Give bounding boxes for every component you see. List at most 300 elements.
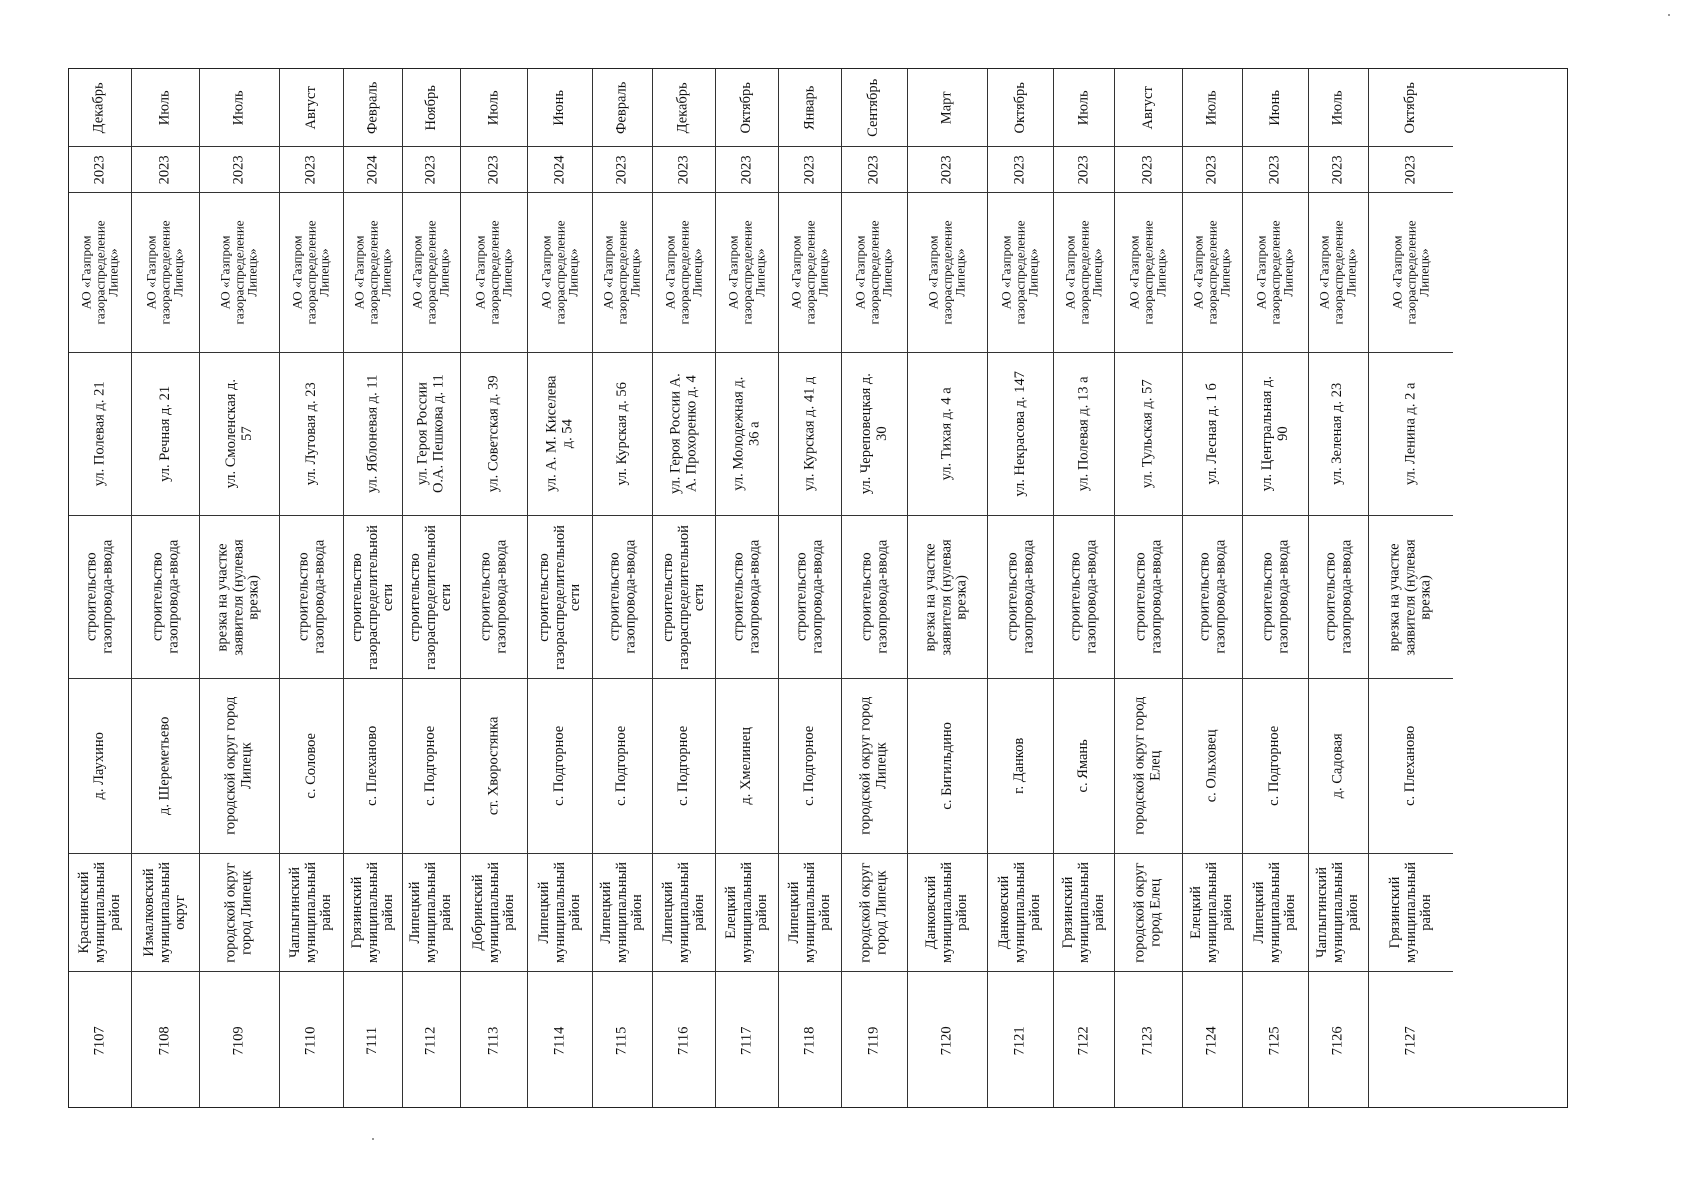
year-text: 2023 [865, 155, 882, 184]
month-text: Октябрь [738, 81, 755, 134]
work-text: строительство газопровода-ввода [148, 540, 181, 654]
cell-company [1054, 192, 1114, 352]
month-text: Август [302, 85, 319, 130]
district-text: Липецкий муниципальный район [535, 862, 583, 963]
address-text: ул. Полевая д. 13 а [1075, 376, 1092, 492]
month-text: Март [938, 91, 955, 124]
cell-address [132, 352, 199, 515]
work-text: врезка на участке заявителя (нулевая врезка) [923, 538, 971, 656]
district-text: Грязинский муниципальный район [348, 862, 396, 963]
cell-num [1309, 971, 1368, 1109]
cell-month [653, 69, 715, 146]
locality-text: городской округ город Елец [1131, 696, 1164, 836]
year-text: 2023 [1139, 155, 1156, 184]
cell-address [653, 352, 715, 515]
table-row [280, 69, 344, 1107]
table-row [403, 69, 461, 1107]
cell-locality [403, 678, 460, 853]
table-row [1115, 69, 1183, 1107]
cell-work [1309, 515, 1368, 678]
cell-address [1115, 352, 1182, 515]
cell-num [1243, 971, 1308, 1109]
locality-text: д. Хмелинец [738, 727, 755, 805]
district-text: городской округ город Елец [1131, 862, 1164, 963]
company-text: АО «Газпром газораспределение Липецк» [78, 220, 121, 325]
num-text: 7118 [801, 1026, 818, 1055]
year-text: 2024 [364, 155, 381, 184]
year-text: 2023 [675, 155, 692, 184]
table-row [1369, 69, 1453, 1107]
company-text: АО «Газпром газораспределение Липецк» [410, 220, 453, 325]
address-text: ул. А. М. Киселева д. 54 [543, 375, 575, 493]
num-text: 7124 [1203, 1026, 1220, 1055]
cell-district [1115, 853, 1182, 971]
year-text: 2023 [738, 155, 755, 184]
address-text: ул. Советская д. 39 [485, 375, 502, 493]
address-text: ул. Героя России А. А. Прохоренко д. 4 [667, 373, 700, 495]
num-text: 7120 [938, 1026, 955, 1055]
month-text: Июнь [551, 89, 568, 126]
cell-work [1054, 515, 1114, 678]
cell-month [528, 69, 592, 146]
cell-month [1309, 69, 1368, 146]
company-text: АО «Газпром газораспределение Липецк» [1127, 220, 1170, 325]
cell-num [593, 971, 652, 1109]
cell-district [988, 853, 1053, 971]
month-text: Июль [230, 90, 247, 125]
company-text: АО «Газпром газораспределение Липецк» [1254, 220, 1297, 325]
year-text: 2023 [1075, 155, 1092, 184]
cell-locality [1115, 678, 1182, 853]
locality-text: с. Ольховец [1203, 729, 1220, 803]
work-text: врезка на участке заявителя (нулевая врезка) [1386, 538, 1434, 656]
cell-num [842, 971, 907, 1109]
company-text: АО «Газпром газораспределение Липецк» [662, 220, 705, 325]
cell-num [1115, 971, 1182, 1109]
num-text: 7111 [364, 1026, 381, 1055]
cell-num [908, 971, 987, 1109]
document-table [68, 68, 1568, 1108]
cell-month [1054, 69, 1114, 146]
cell-company [716, 192, 778, 352]
cell-month [593, 69, 652, 146]
cell-locality [716, 678, 778, 853]
table-row [461, 69, 528, 1107]
cell-district [908, 853, 987, 971]
cell-month [69, 69, 131, 146]
cell-month [344, 69, 402, 146]
work-text: строительство газопровода-ввода [83, 540, 115, 654]
work-text: строительство газопровода-ввода [1321, 540, 1354, 654]
work-text: строительство газораспределительной сети [659, 524, 707, 670]
cell-num [528, 971, 592, 1109]
cell-year [280, 146, 343, 192]
work-text: строительство газопровода-ввода [1131, 540, 1164, 654]
cell-work [842, 515, 907, 678]
month-text: Июль [1329, 90, 1346, 125]
month-text: Февраль [613, 81, 630, 134]
cell-company [1183, 192, 1242, 352]
cell-work [593, 515, 652, 678]
cell-year [908, 146, 987, 192]
month-text: Декабрь [675, 81, 692, 134]
cell-address [69, 352, 131, 515]
cell-district [1183, 853, 1242, 971]
cell-year [1183, 146, 1242, 192]
year-text: 2023 [1011, 155, 1028, 184]
district-text: Липецкий муниципальный район [407, 862, 455, 963]
cell-district [1243, 853, 1308, 971]
locality-text: городской округ город Липецк [857, 696, 890, 836]
cell-address [1243, 352, 1308, 515]
cell-company [779, 192, 841, 352]
num-text: 7119 [865, 1026, 882, 1055]
cell-num [1054, 971, 1114, 1109]
work-text: строительство газопровода-ввода [294, 540, 327, 654]
year-text: 2023 [1266, 155, 1283, 184]
num-text: 7108 [156, 1026, 173, 1055]
locality-text: с. Подгорное [1266, 725, 1283, 807]
table-row [842, 69, 908, 1107]
cell-num [461, 971, 527, 1109]
cell-locality [280, 678, 343, 853]
cell-year [1243, 146, 1308, 192]
address-text: ул. Курская д. 41 д [801, 376, 818, 492]
locality-text: д. Шереметьево [156, 716, 173, 816]
cell-work [280, 515, 343, 678]
company-text: АО «Газпром газораспределение Липецк» [538, 220, 581, 325]
num-text: 7116 [675, 1026, 692, 1055]
company-text: АО «Газпром газораспределение Липецк» [472, 220, 515, 325]
year-text: 2023 [1329, 155, 1346, 184]
address-text: ул. Курская д. 56 [613, 382, 630, 486]
month-text: Октябрь [1402, 81, 1419, 134]
district-text: Липецкий муниципальный район [785, 862, 833, 963]
cell-address [842, 352, 907, 515]
table-row [200, 69, 280, 1107]
company-text: АО «Газпром газораспределение Липецк» [1389, 220, 1432, 325]
address-text: ул. Зеленая д. 23 [1329, 382, 1346, 486]
work-text: строительство газопровода-ввода [1003, 540, 1036, 654]
cell-month [280, 69, 343, 146]
table-row [1309, 69, 1369, 1107]
cell-district [1369, 853, 1453, 971]
scan-speck [1668, 14, 1670, 16]
work-text: строительство газопровода-ввода [1195, 540, 1228, 654]
cell-work [716, 515, 778, 678]
locality-text: г. Данков [1011, 737, 1028, 795]
address-text: ул. Тихая д. 4 а [938, 387, 955, 481]
table-row [1243, 69, 1309, 1107]
cell-address [1369, 352, 1453, 515]
cell-work [403, 515, 460, 678]
year-text: 2023 [938, 155, 955, 184]
year-text: 2023 [801, 155, 818, 184]
locality-text: с. Плеханово [1402, 725, 1419, 807]
cell-company [344, 192, 402, 352]
cell-month [1369, 69, 1453, 146]
cell-month [403, 69, 460, 146]
cell-num [1369, 971, 1453, 1109]
locality-text: д. Садовая [1329, 733, 1346, 799]
cell-company [403, 192, 460, 352]
cell-locality [528, 678, 592, 853]
cell-month [842, 69, 907, 146]
table-row [653, 69, 716, 1107]
month-text: Июль [485, 90, 502, 125]
table-row [1183, 69, 1243, 1107]
cell-year [779, 146, 841, 192]
cell-year [653, 146, 715, 192]
cell-locality [988, 678, 1053, 853]
cell-locality [908, 678, 987, 853]
cell-locality [69, 678, 131, 853]
locality-text: с. Соловое [302, 733, 319, 799]
cell-company [988, 192, 1053, 352]
cell-work [988, 515, 1053, 678]
cell-district [842, 853, 907, 971]
year-text: 2023 [485, 155, 502, 184]
cell-num [1183, 971, 1242, 1109]
num-text: 7107 [91, 1026, 108, 1055]
cell-year [528, 146, 592, 192]
cell-year [461, 146, 527, 192]
company-text: АО «Газпром газораспределение Липецк» [1317, 220, 1360, 325]
cell-address [280, 352, 343, 515]
cell-year [344, 146, 402, 192]
cell-year [716, 146, 778, 192]
cell-district [280, 853, 343, 971]
cell-district [132, 853, 199, 971]
address-text: ул. Некрасова д. 147 [1011, 371, 1028, 497]
cell-company [1309, 192, 1368, 352]
cell-year [69, 146, 131, 192]
cell-month [200, 69, 279, 146]
cell-district [461, 853, 527, 971]
district-text: городской округ город Липецк [857, 862, 890, 963]
cell-address [1054, 352, 1114, 515]
year-text: 2023 [91, 155, 108, 184]
address-text: ул. Смоленская д. 57 [222, 379, 255, 489]
table-row [988, 69, 1054, 1107]
work-text: строительство газораспределительной сети [407, 524, 455, 670]
work-text: строительство газопровода-ввода [477, 540, 509, 654]
cell-num [779, 971, 841, 1109]
district-text: Чаплыгинский муниципальный район [1314, 862, 1362, 963]
cell-month [1243, 69, 1308, 146]
year-text: 2023 [302, 155, 319, 184]
cell-locality [344, 678, 402, 853]
cell-district [200, 853, 279, 971]
company-text: АО «Газпром газораспределение Липецк» [351, 220, 394, 325]
table-row [132, 69, 200, 1107]
cell-district [779, 853, 841, 971]
cell-district [69, 853, 131, 971]
cell-company [461, 192, 527, 352]
company-text: АО «Газпром газораспределение Липецк» [218, 220, 261, 325]
company-text: АО «Газпром газораспределение Липецк» [788, 220, 831, 325]
cell-district [653, 853, 715, 971]
table-row [593, 69, 653, 1107]
cell-company [908, 192, 987, 352]
cell-company [280, 192, 343, 352]
cell-work [653, 515, 715, 678]
company-text: АО «Газпром газораспределение Липецк» [853, 220, 896, 325]
locality-text: с. Плеханово [364, 725, 381, 807]
cell-year [1115, 146, 1182, 192]
cell-work [908, 515, 987, 678]
address-text: ул. Луговая д. 23 [302, 382, 319, 486]
district-text: Елецкий муниципальный район [722, 862, 770, 963]
cell-num [344, 971, 402, 1109]
cell-num [988, 971, 1053, 1109]
locality-text: с. Подгорное [801, 725, 818, 807]
company-text: АО «Газпром газораспределение Липецк» [290, 220, 333, 325]
cell-company [69, 192, 131, 352]
cell-work [200, 515, 279, 678]
cell-district [593, 853, 652, 971]
district-text: Данковский муниципальный район [996, 862, 1044, 963]
address-text: ул. Центральная д. 90 [1258, 376, 1291, 492]
cell-locality [593, 678, 652, 853]
cell-year [1369, 146, 1453, 192]
num-text: 7123 [1139, 1026, 1156, 1055]
cell-work [461, 515, 527, 678]
locality-text: с. Ямань [1075, 739, 1092, 793]
month-text: Сентябрь [865, 78, 882, 137]
num-text: 7110 [302, 1026, 319, 1055]
district-text: Липецкий муниципальный район [598, 862, 646, 963]
year-text: 2023 [1402, 155, 1419, 184]
work-text: строительство газопровода-ввода [730, 540, 762, 654]
scan-speck [372, 1138, 374, 1140]
cell-company [132, 192, 199, 352]
address-text: ул. Речная д. 21 [156, 386, 173, 482]
work-text: строительство газораспределительной сети [535, 524, 583, 670]
table-row [344, 69, 403, 1107]
num-text: 7121 [1011, 1026, 1028, 1055]
cell-work [779, 515, 841, 678]
address-text: ул. Полевая д. 21 [91, 381, 108, 487]
cell-month [1115, 69, 1182, 146]
num-text: 7114 [551, 1026, 568, 1055]
year-text: 2023 [613, 155, 630, 184]
district-text: городской округ город Липецк [222, 862, 255, 963]
cell-year [593, 146, 652, 192]
work-text: строительство газопровода-ввода [793, 540, 825, 654]
year-text: 2024 [551, 155, 568, 184]
cell-district [1054, 853, 1114, 971]
num-text: 7125 [1266, 1026, 1283, 1055]
month-text: Июнь [1266, 89, 1283, 126]
cell-locality [1369, 678, 1453, 853]
month-text: Июль [156, 90, 173, 125]
company-text: АО «Газпром газораспределение Липецк» [1191, 220, 1234, 325]
cell-work [344, 515, 402, 678]
cell-company [1369, 192, 1453, 352]
cell-address [200, 352, 279, 515]
num-text: 7115 [613, 1026, 630, 1055]
cell-month [716, 69, 778, 146]
cell-year [1054, 146, 1114, 192]
cell-work [528, 515, 592, 678]
month-text: Август [1139, 85, 1156, 130]
month-text: Декабрь [91, 81, 108, 134]
cell-year [842, 146, 907, 192]
district-text: Краснинский муниципальный район [75, 862, 123, 963]
cell-year [132, 146, 199, 192]
cell-company [653, 192, 715, 352]
locality-text: с. Бигильдино [938, 722, 955, 810]
month-text: Июль [1203, 90, 1220, 125]
cell-locality [653, 678, 715, 853]
num-text: 7122 [1075, 1026, 1092, 1055]
address-text: ул. Тульская д. 57 [1139, 379, 1156, 489]
year-text: 2023 [422, 155, 439, 184]
cell-company [1115, 192, 1182, 352]
cell-company [593, 192, 652, 352]
month-text: Ноябрь [422, 84, 439, 131]
cell-work [69, 515, 131, 678]
cell-month [988, 69, 1053, 146]
year-text: 2023 [156, 155, 173, 184]
table-row [779, 69, 842, 1107]
cell-address [461, 352, 527, 515]
cell-address [344, 352, 402, 515]
cell-work [1369, 515, 1453, 678]
cell-address [1183, 352, 1242, 515]
table-row [528, 69, 593, 1107]
cell-num [132, 971, 199, 1109]
cell-district [1309, 853, 1368, 971]
locality-text: с. Подгорное [675, 725, 692, 807]
district-text: Добринский муниципальный район [469, 862, 517, 963]
cell-locality [461, 678, 527, 853]
cell-company [200, 192, 279, 352]
district-text: Липецкий муниципальный район [1251, 862, 1299, 963]
locality-text: с. Подгорное [551, 725, 568, 807]
cell-address [593, 352, 652, 515]
locality-text: с. Подгорное [422, 725, 439, 807]
cell-address [988, 352, 1053, 515]
cell-address [716, 352, 778, 515]
work-text: строительство газопровода-ввода [1258, 540, 1291, 654]
table-row [716, 69, 779, 1107]
cell-work [1243, 515, 1308, 678]
cell-work [1115, 515, 1182, 678]
district-text: Грязинский муниципальный район [1059, 862, 1107, 963]
cell-locality [1183, 678, 1242, 853]
cell-locality [1243, 678, 1308, 853]
company-text: АО «Газпром газораспределение Липецк» [999, 220, 1042, 325]
cell-locality [1054, 678, 1114, 853]
address-text: ул. Ленина д. 2 а [1402, 382, 1419, 486]
locality-text: ст. Хворостянка [485, 716, 502, 816]
address-text: ул. Молодежная д. 36 а [730, 376, 762, 492]
cell-address [1309, 352, 1368, 515]
cell-num [69, 971, 131, 1109]
cell-district [716, 853, 778, 971]
district-text: Данковский муниципальный район [923, 862, 971, 963]
cell-locality [200, 678, 279, 853]
month-text: Октябрь [1011, 81, 1028, 134]
work-text: строительство газораспределительной сети [348, 524, 396, 670]
cell-month [132, 69, 199, 146]
company-text: АО «Газпром газораспределение Липецк» [144, 220, 187, 325]
num-text: 7112 [422, 1026, 439, 1055]
address-text: ул. Череповецкая д. 30 [857, 373, 890, 495]
cell-month [461, 69, 527, 146]
